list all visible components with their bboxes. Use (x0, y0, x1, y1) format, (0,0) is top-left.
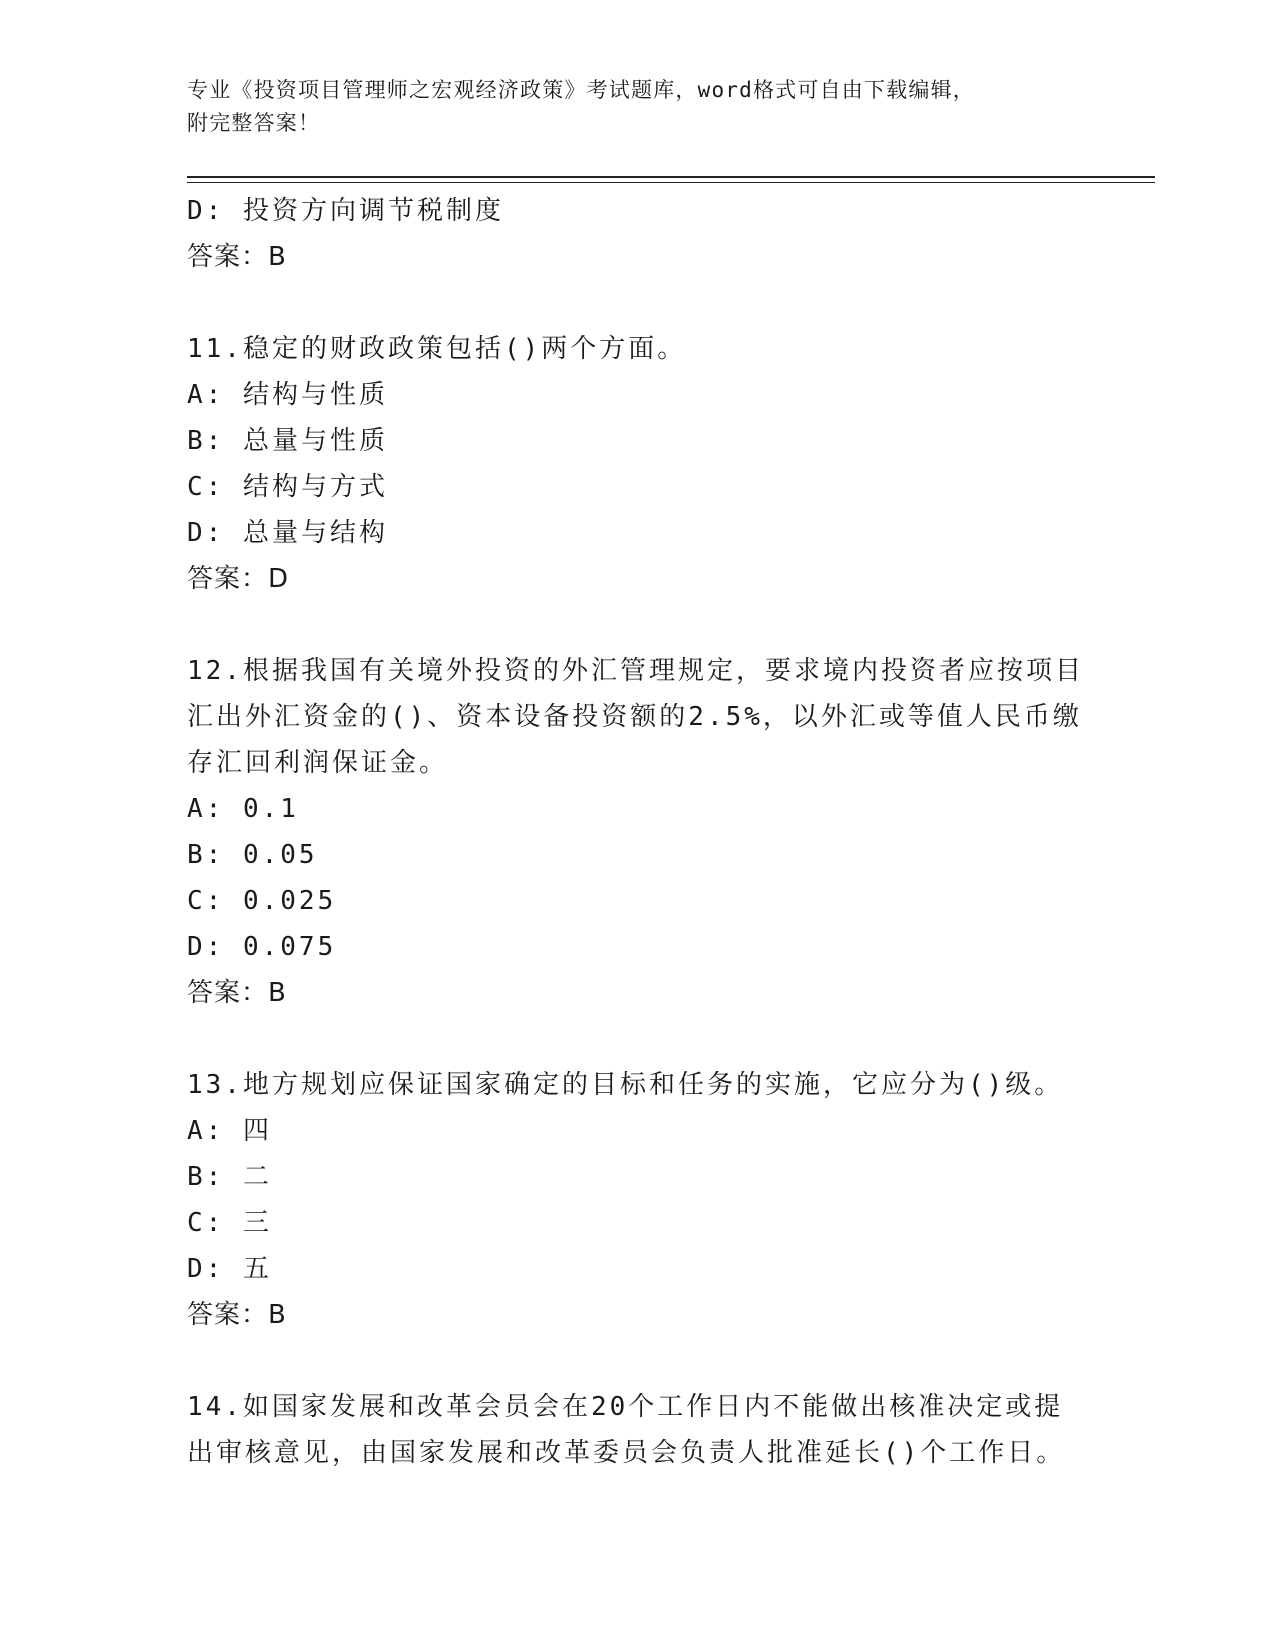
option-a: A: 0.1 (187, 794, 299, 824)
question-13 (187, 1062, 1087, 1338)
question-text (187, 326, 1067, 372)
question-list (187, 188, 1087, 1476)
option-c: C: 三 (187, 1208, 272, 1238)
header-line-1: 专业《投资项目管理师之宏观经济政策》考试题库，word格式可自由下载编辑， (187, 78, 975, 102)
option-b: B: 0.05 (187, 840, 318, 870)
spacer (187, 1016, 1087, 1062)
option-d: D: 五 (187, 1254, 272, 1284)
option-c: C: 结构与方式 (187, 472, 388, 502)
answer-line: 答案：B (187, 242, 287, 272)
option-c: C: 0.025 (187, 886, 337, 916)
spacer (187, 602, 1087, 648)
question-11 (187, 326, 1087, 602)
answer-line: 答案：D (187, 564, 290, 594)
answer-line: 答案：B (187, 1300, 287, 1330)
spacer (187, 280, 1087, 326)
answer-line: 答案：B (187, 978, 287, 1008)
document-header (187, 74, 1087, 140)
option-b: B: 总量与性质 (187, 426, 388, 456)
option-a: A: 结构与性质 (187, 380, 388, 410)
header-divider-thin (187, 182, 1155, 183)
question-text-line: 11.稳定的财政政策包括()两个方面。 (187, 334, 687, 364)
question-text (187, 1384, 1067, 1476)
header-divider-thick (187, 176, 1155, 178)
option-b: B: 二 (187, 1162, 272, 1192)
question-text-line: 存汇回利润保证金。 (187, 748, 449, 778)
option-d: D: 投资方向调节税制度 (187, 196, 504, 226)
option-d: D: 0.075 (187, 932, 337, 962)
question-text-line: 12.根据我国有关境外投资的外汇管理规定，要求境内投资者应按项目 (187, 656, 1084, 686)
question-text (187, 1062, 1067, 1108)
question-text-line: 14.如国家发展和改革会员会在20个工作日内不能做出核准决定或提 (187, 1392, 1064, 1422)
question-text-line: 13.地方规划应保证国家确定的目标和任务的实施，它应分为()级。 (187, 1070, 1064, 1100)
question-text (187, 648, 1084, 786)
question-14 (187, 1384, 1087, 1476)
option-a: A: 四 (187, 1116, 272, 1146)
header-line-2: 附完整答案！ (187, 111, 321, 135)
spacer (187, 1338, 1087, 1384)
question-text-line: 出审核意见，由国家发展和改革委员会负责人批准延长()个工作日。 (187, 1438, 1066, 1468)
question-12 (187, 648, 1087, 1016)
question-text-line: 汇出外汇资金的()、资本设备投资额的2.5%，以外汇或等值人民币缴 (187, 702, 1082, 732)
option-d: D: 总量与结构 (187, 518, 388, 548)
